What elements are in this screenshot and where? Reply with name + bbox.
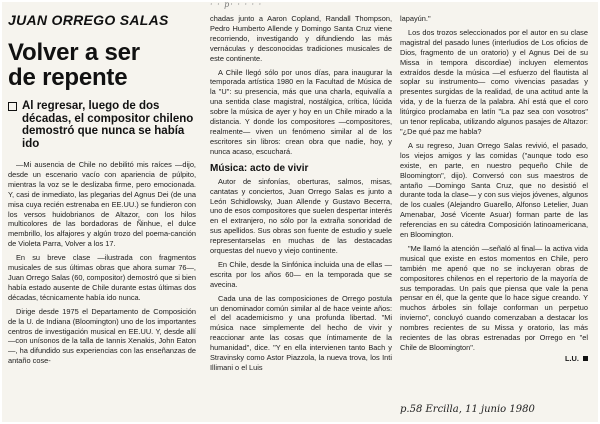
paragraph: En Chile, desde la Sinfónica incluida una de ellas —escrita por los años 60— en la temporada que se avecina. (210, 259, 392, 289)
paragraph: Los dos trozos seleccionados por el autor en su clase magistral del pasado lunes (interludios de Los oficios de Dios, fragmento de un oratorio) y el Agnus Dei de su Missa in tempora discordiae) incluyen elementos extraídos desde la música —el esfuerzo del flautista al soplar su instrumento— como vivencias pasadas y presentes surgidas de la realidad, de una actitud ante la vida, y de la fuerza de la palabra. Ahí está que el coro litúrgico proclamaba en latín "La paz sea con vosotros" un tenor replicaba, utilizando algunos pasajes de Altazor: "¿De qué paz me habla? (400, 27, 588, 136)
handwritten-source-note: p.58 Ercilla, 11 junio 1980 (400, 404, 535, 415)
column-2 (210, 14, 392, 373)
handwritten-scrawl: · · p· · · · · (210, 0, 263, 9)
deck-summary (8, 100, 196, 150)
column-1 (8, 8, 196, 366)
author-byline: JUAN ORREGO SALAS (8, 12, 169, 28)
paragraph: A su regreso, Juan Orrego Salas revivió, el pasado, los viejos amigos y las comidas ("aunque todo eso existe, en parte, en nuestro pequeño Chile de Bloomington", dijo). Conversó con sus maestros de antaño —Domingo Santa Cruz, que no desistió el durante toda la clase— y con sus viejos jóvenes, algunos de los cuales (Alejandro Guarello, Alfonso Letelier, Juan Amenabar, José Vicente Asuar) forman parte de las referencias en su cátedra Composición latinoamericana, en Bloomington. (400, 140, 588, 240)
square-bullet-icon (8, 102, 17, 111)
paragraph: Cada una de las composiciones de Orrego postula un denominador común similar al de hace veinte años: el del academicismo y una profunda libertad. "Mi música nace simplemente del hecho de vivir y reaccionar ante las cosas que íntimamente de la humanidad", dice. "Y en ella intervienen tanto Bach y Stravinsky como Astor Piazzola, la nueva trova, los Inti Illimani o el Luis (210, 293, 392, 372)
subheading: Música: acto de vivir (210, 162, 309, 174)
body-text-col2b (210, 177, 392, 373)
paragraph: —Mi ausencia de Chile no debilitó mis raíces —dijo, desde un escenario vacío con apariencia de púlpito, mientras la voz se le deslizaba firme, pero emocionada. Y, casi de inmediato, las plegarias del Agnus Dei (de una misa cuya recién estrenaba en EE.UU.) se fundieron con los versos huidobrianos de Altazor, con los hilos multicolores de las bordadoras de Ñinhue, el dulce membrillo, los alfajores y algún trozo del poema-canción de Violeta Parra, Volver a los 17. (8, 160, 196, 249)
deck-text: Al regresar, luego de dos décadas, el compositor chileno demostró que nunca se había ido (22, 100, 194, 150)
paragraph: "Me llamó la atención —señaló al final— la activa vida musical que existe en estos momentos en Chile, pero también me apenó que no se incluyeran obras de compositores chilenos en el repertorio de la mayoría de sus temporadas. Un país que piensa que vale la pena pensar en él, que la gente que lo hace sigue creando. Y muchos árboles sin follaje conforman un perpetuo invierno", concluyó cuando comenzaban a destacar los nombres recientes de su Missa y oratorio, las más recientes de las obras estrenadas por Orrego en "el Chile de Bloomington". (400, 243, 588, 352)
paragraph: A Chile llegó sólo por unos días, para inaugurar la temporada artística 1980 en la Facultad de Música de la "U": su presencia, más que una charla, equivalía a una sentida clase magistral, nostálgica, crítica, lúcida sobre la música de ayer y hoy en un Chile mirado a la distancia. Y donde los compositores —compositores, realmente— viven un fenómeno similar al de los escritores sin libros: crean obra que nadie, hoy, y nunca acaso, escuchará. (210, 67, 392, 156)
body-text-col2a (210, 14, 392, 157)
initials-text: L.U. (564, 353, 579, 363)
column-3 (400, 14, 588, 363)
headline (8, 40, 196, 90)
headline-line-1: Volver a ser (8, 39, 140, 66)
paragraph: lapayún." (400, 14, 431, 23)
body-text-col3 (400, 14, 588, 353)
end-mark-icon (583, 356, 588, 361)
paragraph: Dirige desde 1975 el Departamento de Composición de la U. de Indiana (Bloomington) uno de los importantes centros de investigación musical en EE.UU. Y, desde allí —con unísonos de la talla de Iannis Xenakis, John Eaton—, ha difundido sus experiencias con las enseñanzas de antaño cose- (8, 306, 196, 366)
paragraph: chadas junto a Aaron Copland, Randall Thompson, Pedro Humberto Allende y Domingo Santa Cruz viene recorriendo, investigando y difundiendo las más vernáculas y desconocidas tradiciones musicales de este continente. (210, 14, 392, 63)
headline-line-2: de repente (8, 64, 128, 91)
body-text-col1 (8, 160, 196, 366)
paragraph: En su breve clase —ilustrada con fragmentos musicales de sus últimas obras que ahora sumar 76—, Juan Orrego Salas (60, compositor) demostró que si bien había estado ausente de Chile durante estas últimas dos décadas, técnicamente había ido nunca. (8, 253, 196, 302)
paragraph: Autor de sinfonías, oberturas, salmos, misas, cantatas y conciertos, Juan Orrego Salas es junto a León Schidlowsky, Juan Allende y Gustavo Becerra, uno de esos compositores que suelen despertar interés en el extranjero, no sólo por la extraña sonoridad de sus apellidos. Sus obras son fuente de estudio y suele representarselas en muchas de las destacadas orquestas del nuevo y viejo continente. (210, 176, 393, 256)
author-initials (400, 354, 588, 363)
